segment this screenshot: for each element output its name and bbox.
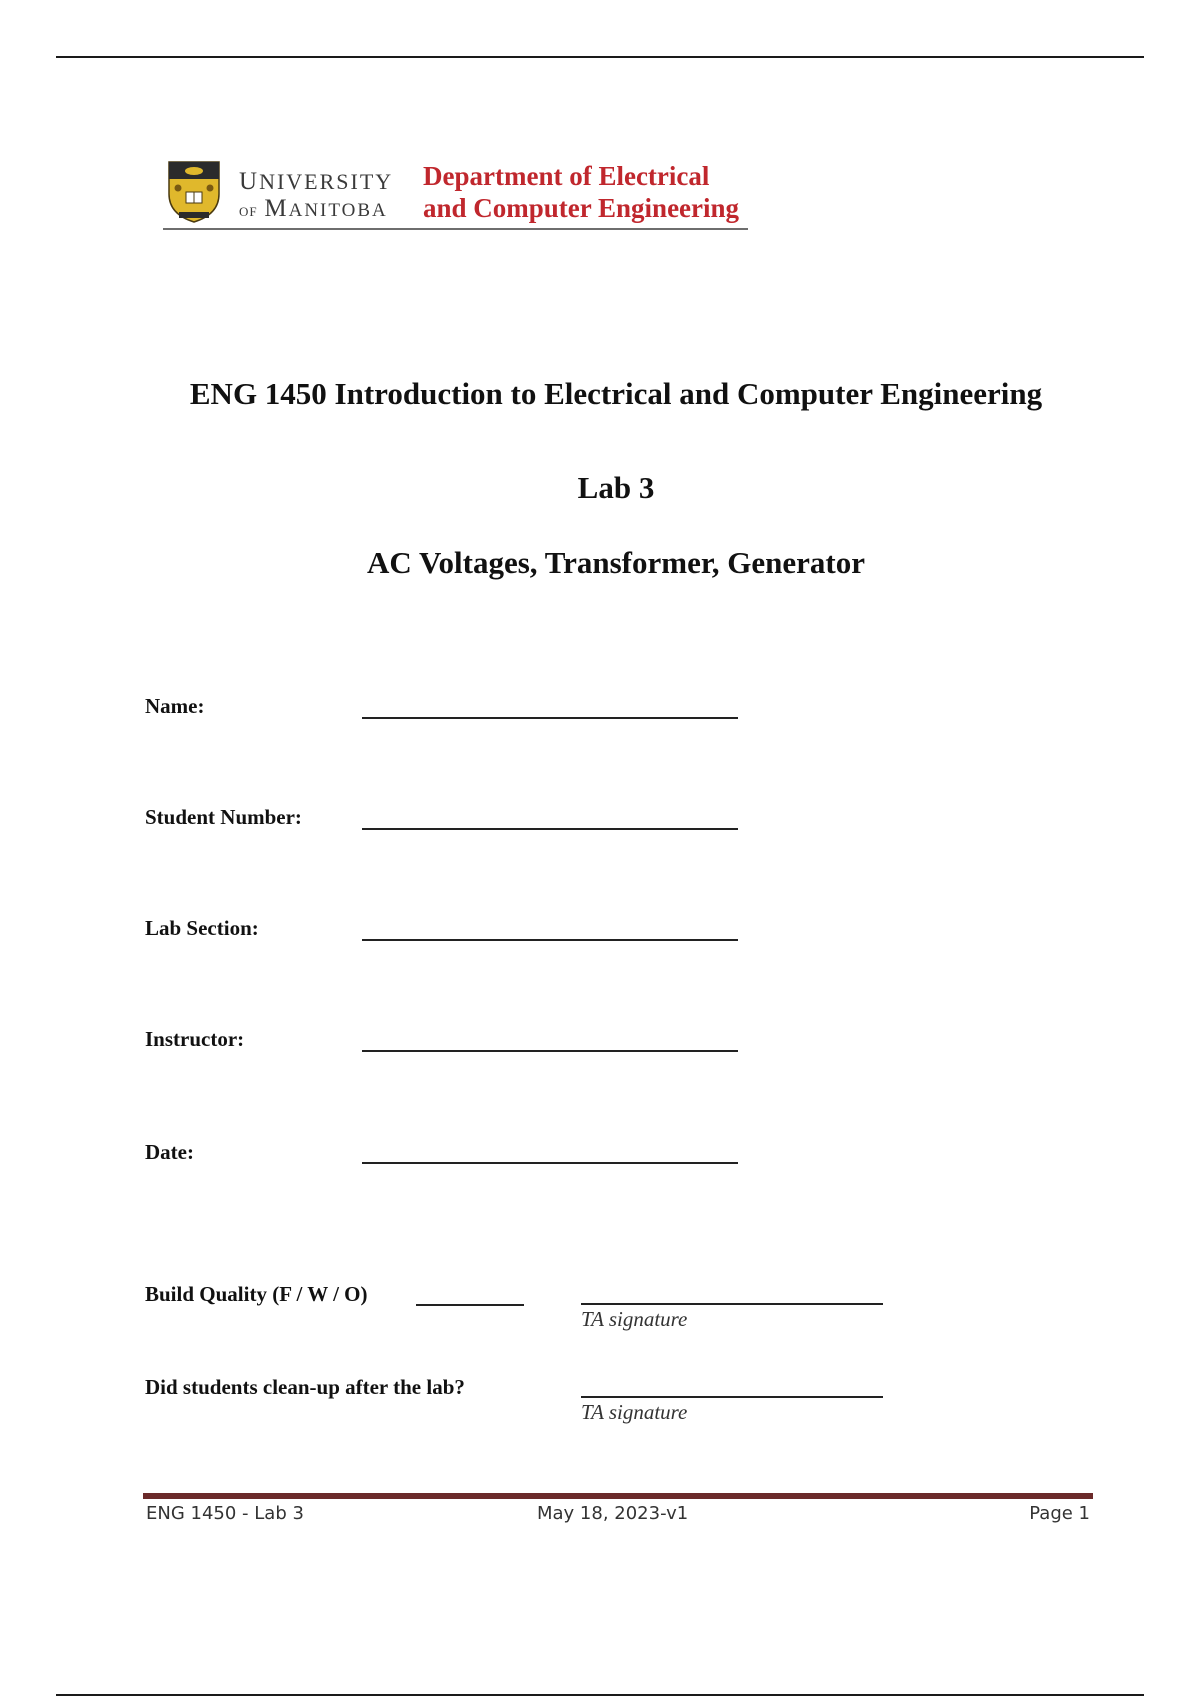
lab-section-field[interactable] xyxy=(362,939,738,941)
lab-section-label: Lab Section: xyxy=(145,916,259,940)
bottom-page-rule xyxy=(56,1694,1144,1696)
name-field[interactable] xyxy=(362,717,738,719)
ta-signature-line-2[interactable] xyxy=(581,1396,883,1398)
university-name xyxy=(239,168,393,225)
university-initial: U xyxy=(239,168,260,195)
ta-signature-caption-1: TA signature xyxy=(581,1307,688,1331)
build-quality-label: Build Quality (F / W / O) xyxy=(145,1282,368,1306)
lab-title: Lab 3 xyxy=(577,470,655,505)
instructor-field[interactable] xyxy=(362,1050,738,1052)
cleanup-label: Did students clean-up after the lab? xyxy=(145,1375,465,1399)
footer-page-number: Page 1 xyxy=(1029,1503,1090,1524)
university-word: NIVERSITY xyxy=(259,169,394,194)
ta-signature-line-1[interactable] xyxy=(581,1303,883,1305)
build-quality-field[interactable] xyxy=(416,1304,524,1306)
name-label: Name: xyxy=(145,694,205,718)
footer-rule xyxy=(143,1493,1093,1499)
course-title: ENG 1450 Introduction to Electrical and Computer Engineering xyxy=(189,376,1043,411)
university-of: OF xyxy=(239,204,258,219)
ta-signature-caption-2: TA signature xyxy=(581,1400,688,1424)
manitoba-initial: M xyxy=(264,195,289,222)
date-label: Date: xyxy=(145,1140,194,1164)
manitoba-word: ANITOBA xyxy=(288,200,388,221)
top-page-rule xyxy=(56,56,1144,58)
department-name xyxy=(423,160,739,224)
footer-course: ENG 1450 - Lab 3 xyxy=(146,1503,304,1524)
university-crest-icon xyxy=(167,160,221,224)
department-line-1: Department of Electrical xyxy=(423,161,710,191)
department-line-2: and Computer Engineering xyxy=(423,193,740,223)
date-field[interactable] xyxy=(362,1162,738,1164)
university-logo xyxy=(163,158,748,230)
instructor-label: Instructor: xyxy=(145,1027,245,1051)
logo-underline xyxy=(163,228,748,230)
lab-subtitle: AC Voltages, Transformer, Generator xyxy=(367,545,865,580)
student-number-label: Student Number: xyxy=(145,805,302,829)
footer-date: May 18, 2023-v1 xyxy=(537,1503,689,1524)
student-number-field[interactable] xyxy=(362,828,738,830)
